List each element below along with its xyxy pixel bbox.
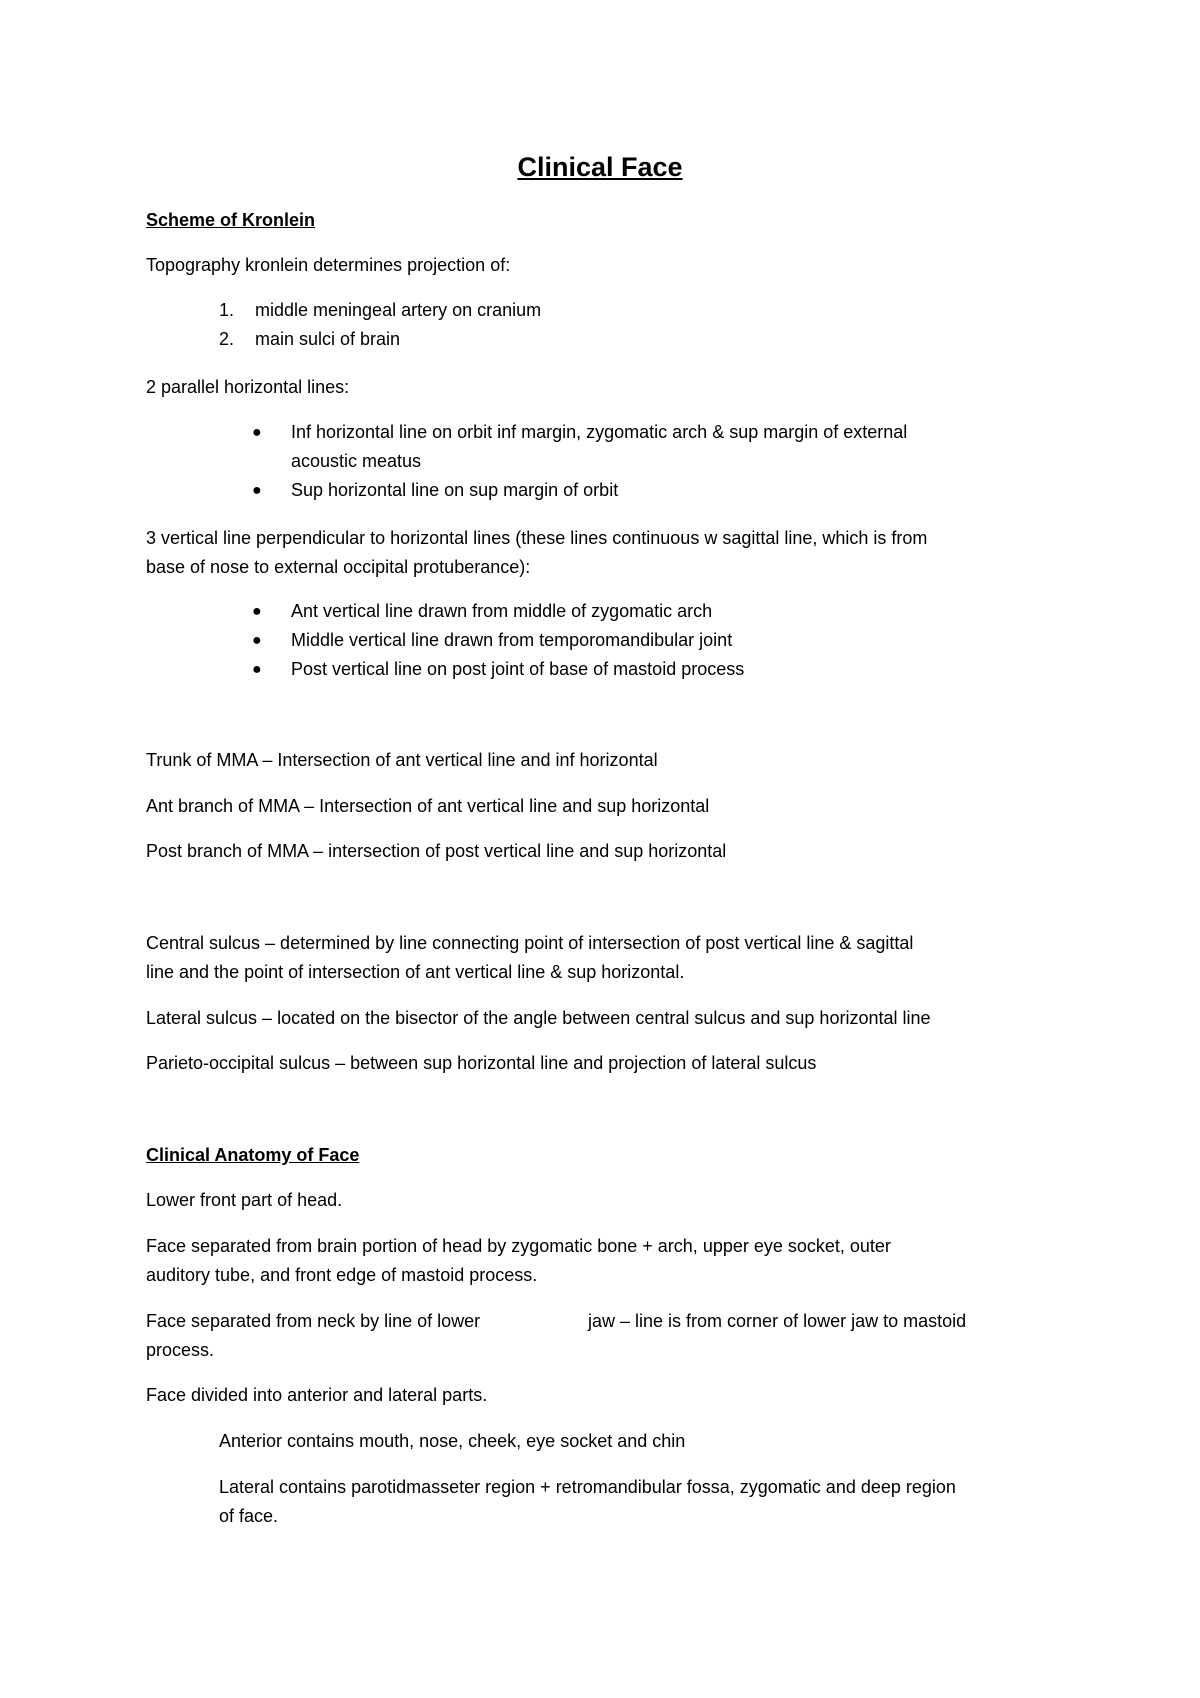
paragraph-continuation: auditory tube, and front edge of mastoid process. [146, 1265, 538, 1285]
vertical-lines-intro-continuation: base of nose to external occipital protuberance): [146, 557, 531, 577]
list-item: Post vertical line on post joint of base of mastoid process [291, 659, 745, 679]
lateral-sulcus: Lateral sulcus – located on the bisector of the angle between central sulcus and sup horizontal line [146, 1008, 931, 1028]
central-sulcus-continuation: line and the point of intersection of ant vertical line & sup horizontal. [146, 962, 685, 982]
paragraph: Lower front part of head. [146, 1190, 343, 1210]
paragraph-continuation: process. [146, 1340, 215, 1360]
parieto-occipital-sulcus: Parieto-occipital sulcus – between sup horizontal line and projection of lateral sulcus [146, 1053, 817, 1073]
mma-trunk: Trunk of MMA – Intersection of ant vertical line and inf horizontal [146, 750, 658, 770]
paragraph: Face separated from neck by line of lower [146, 1311, 481, 1331]
indented-paragraph: Lateral contains parotidmasseter region + retromandibular fossa, zygomatic and deep region [219, 1477, 956, 1497]
kronlein-intro: Topography kronlein determines projection of: [146, 255, 511, 275]
list-item: Inf horizontal line on orbit inf margin, zygomatic arch & sup margin of external [291, 422, 908, 442]
bullet-icon: ● [252, 482, 262, 499]
central-sulcus: Central sulcus – determined by line connecting point of intersection of post vertical line & sagittal [146, 933, 914, 953]
section-heading-kronlein: Scheme of Kronlein [146, 210, 316, 230]
paragraph-part: jaw – line is from corner of lower jaw to mastoid [588, 1311, 967, 1331]
mma-ant-branch: Ant branch of MMA – Intersection of ant vertical line and sup horizontal [146, 796, 710, 816]
paragraph: Face separated from brain portion of head by zygomatic bone + arch, upper eye socket, outer [146, 1236, 891, 1256]
list-item: Middle vertical line drawn from temporomandibular joint [291, 630, 733, 650]
page-title: Clinical Face [517, 152, 683, 182]
indented-paragraph-continuation: of face. [219, 1506, 279, 1526]
mma-post-branch: Post branch of MMA – intersection of post vertical line and sup horizontal [146, 841, 727, 861]
list-item: middle meningeal artery on cranium [255, 300, 542, 320]
bullet-icon: ● [252, 603, 262, 620]
list-item: Sup horizontal line on sup margin of orbit [291, 480, 619, 500]
bullet-icon: ● [252, 632, 262, 649]
list-item: main sulci of brain [255, 329, 401, 349]
list-number: 2. [219, 329, 235, 349]
indented-paragraph: Anterior contains mouth, nose, cheek, eye socket and chin [219, 1431, 686, 1451]
list-item: Ant vertical line drawn from middle of zygomatic arch [291, 601, 713, 621]
vertical-lines-intro: 3 vertical line perpendicular to horizontal lines (these lines continuous w sagittal line, which is from [146, 528, 928, 548]
paragraph: Face divided into anterior and lateral parts. [146, 1385, 488, 1405]
list-number: 1. [219, 300, 235, 320]
section-heading-clinical-anatomy: Clinical Anatomy of Face [146, 1145, 360, 1165]
bullet-icon: ● [252, 661, 262, 678]
list-item-continuation: acoustic meatus [291, 451, 422, 471]
parallel-lines-intro: 2 parallel horizontal lines: [146, 377, 350, 397]
bullet-icon: ● [252, 424, 262, 441]
